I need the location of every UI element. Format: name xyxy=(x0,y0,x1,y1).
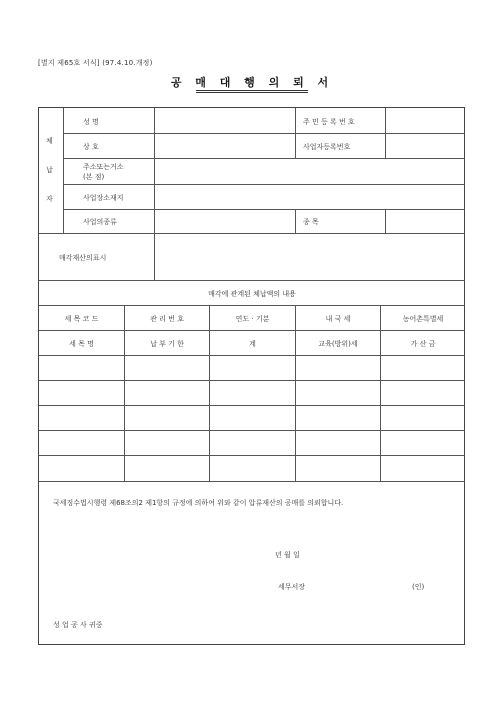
request-form-table xyxy=(38,107,465,645)
row-line-8 xyxy=(39,330,465,331)
item-label: 종 목 xyxy=(303,218,319,226)
property-label: 매각재산의표시 xyxy=(59,254,107,262)
col-header-year-period: 연도 · 기분 xyxy=(235,315,270,323)
lower-mid-divider xyxy=(295,209,296,233)
row-line-9 xyxy=(39,355,465,356)
title-underline-1 xyxy=(196,90,308,91)
row-line-6 xyxy=(39,280,465,281)
taxpayer-char-2: 납 xyxy=(46,166,53,174)
taxpayer-side-divider xyxy=(63,108,64,233)
title-underline-2 xyxy=(196,92,308,93)
row-line-10 xyxy=(39,380,465,381)
col-divider-3 xyxy=(295,305,296,481)
item-field[interactable] xyxy=(386,210,464,233)
col-header-education-tax: 교육(방위)세 xyxy=(318,340,358,348)
trade-name-label: 상 호 xyxy=(83,143,99,151)
upper-mid-divider xyxy=(295,108,296,158)
row-line-7 xyxy=(39,305,465,306)
row-line-12 xyxy=(39,430,465,431)
col-header-management-no: 관 리 번 호 xyxy=(150,315,184,323)
address-field[interactable] xyxy=(155,159,464,184)
tax-office-label: 세무서장 xyxy=(278,583,306,591)
form-number-note: [별지 제65호 서식] (97.4.10.개정) xyxy=(38,59,153,67)
request-statement: 국세징수법시행령 제68조의2 제1항의 규정에 의하여 위와 같이 압류재산의 공매를 의뢰합니다. xyxy=(53,499,344,507)
business-reg-no-label: 사업자등록번호 xyxy=(303,143,351,151)
col-divider-2 xyxy=(209,305,210,481)
resident-no-label: 주 민 등 록 번 호 xyxy=(303,118,355,126)
row-line-14 xyxy=(39,481,465,482)
address-label-line2: (본 점) xyxy=(83,173,105,181)
business-type-field[interactable] xyxy=(155,210,294,233)
business-reg-no-field[interactable] xyxy=(386,134,464,158)
col-header-domestic-tax: 내 국 세 xyxy=(325,315,351,323)
row-line-11 xyxy=(39,405,465,406)
date-line: 년 월 일 xyxy=(275,551,300,559)
workplace-field[interactable] xyxy=(155,185,464,209)
business-type-label: 사업의종류 xyxy=(83,218,117,226)
col-header-total: 계 xyxy=(249,340,256,348)
recipient-line: 성 업 공 사 귀중 xyxy=(53,621,103,629)
col-header-due-date: 납 부 기 한 xyxy=(150,340,184,348)
address-label-line1: 주소또는거소 xyxy=(83,163,124,171)
col-header-penalty: 가 산 금 xyxy=(410,340,436,348)
property-description-field[interactable] xyxy=(155,234,464,280)
col-divider-1 xyxy=(124,305,125,481)
col-divider-4 xyxy=(380,305,381,481)
resident-no-field[interactable] xyxy=(386,109,464,133)
col-header-rural-special-tax: 농어촌특별세 xyxy=(402,315,444,323)
taxpayer-char-3: 자 xyxy=(46,195,53,203)
taxpayer-char-1: 체 xyxy=(46,137,53,145)
arrears-heading: 매각에 관계된 체납액의 내용 xyxy=(208,290,296,298)
row-line-13 xyxy=(39,455,465,456)
name-label: 성 명 xyxy=(83,118,99,126)
document-title: 공 매 대 행 의 뢰 서 xyxy=(170,76,334,89)
trade-name-field[interactable] xyxy=(155,134,294,158)
workplace-label: 사업장소재지 xyxy=(83,194,124,202)
col-header-tax-code: 세 목 코 드 xyxy=(64,315,99,323)
name-field[interactable] xyxy=(155,109,294,133)
col-header-tax-name: 세 목 명 xyxy=(69,340,94,348)
seal-label: (인) xyxy=(412,583,425,591)
